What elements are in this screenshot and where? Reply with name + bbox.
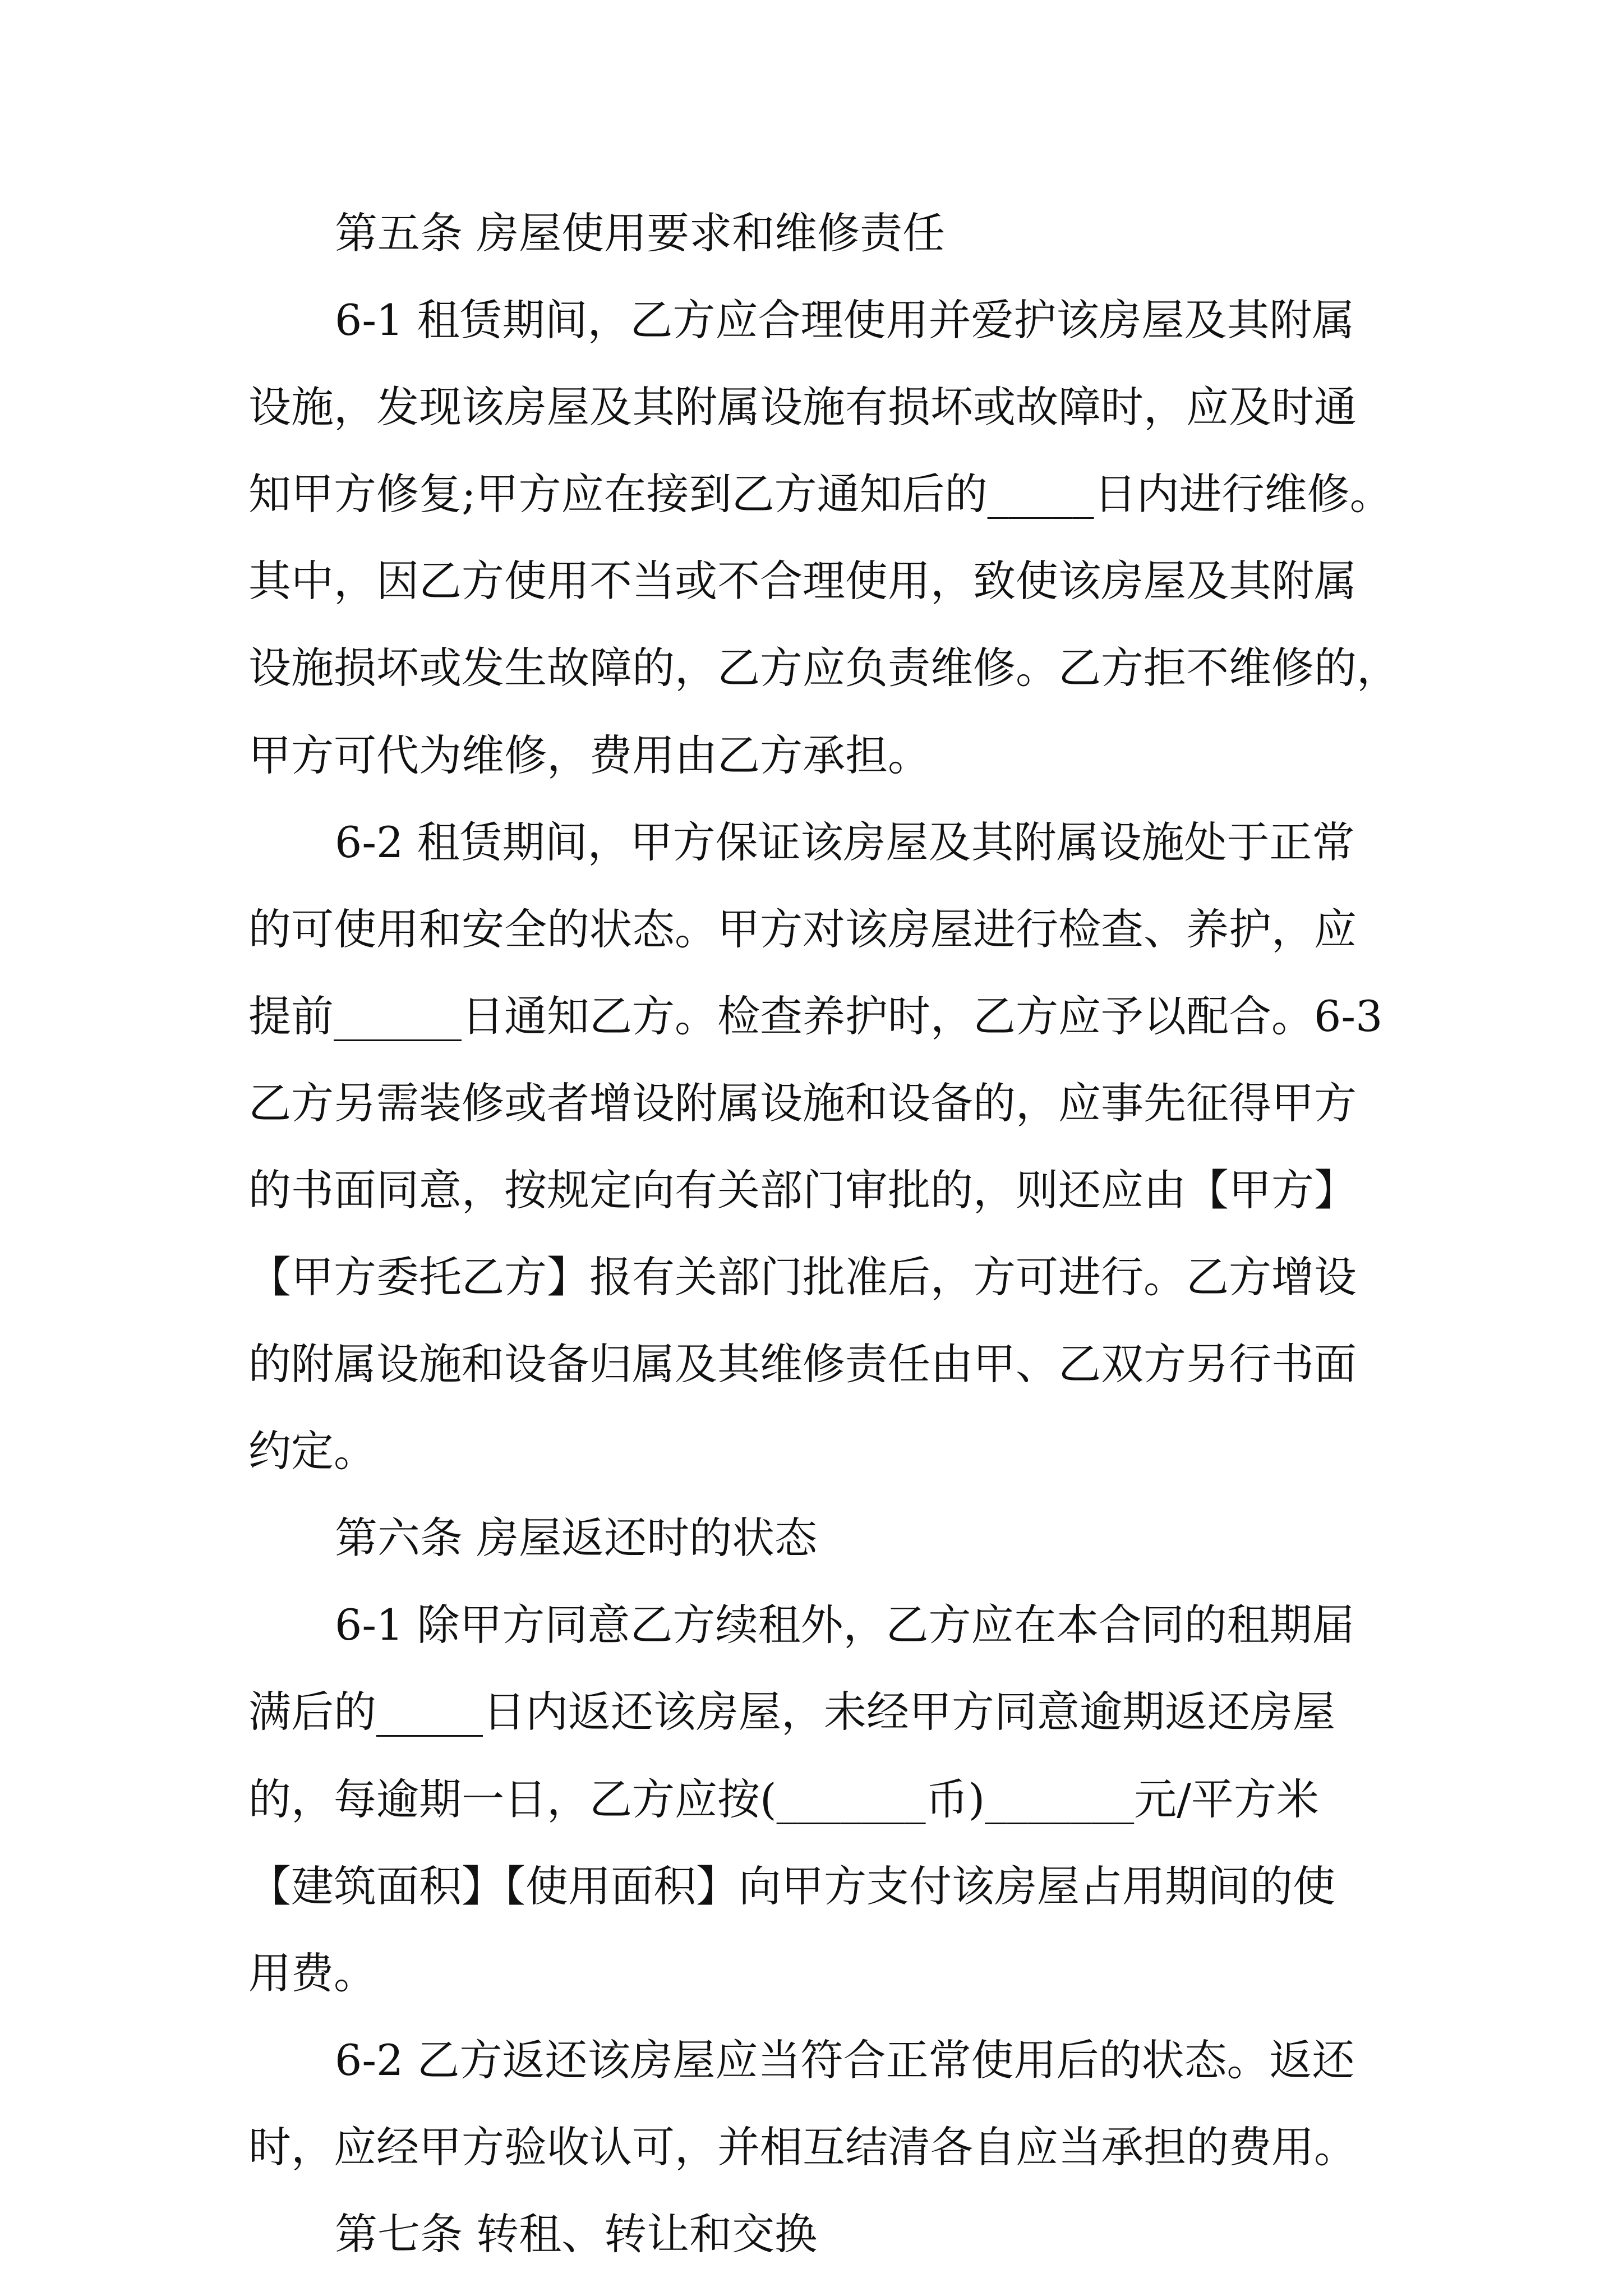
paragraph-line [0,1843,1623,1930]
heading-line [0,1494,1623,1581]
paragraph-text: 时，应经甲方验收认可，并相互结清各自应当承担的费用。 [248,2122,1357,2172]
paragraph-line [0,973,1623,1060]
paragraph-text: 【甲方委托乙方】报有关部门批准后，方可进行。乙方增设 [248,1252,1357,1302]
paragraph-text: 设施损坏或发生故障的，乙方应负责维修。乙方拒不维修的， [248,643,1399,693]
paragraph-text: 的，每逾期一日，乙方应按(_______币)_______元/平方米 [248,1774,1319,1824]
paragraph-line [0,2104,1623,2191]
paragraph-text: 其中，因乙方使用不当或不合理使用，致使该房屋及其附属 [248,556,1357,606]
heading-text: 第七条 转租、转让和交换 [335,2209,818,2259]
paragraph-text: 设施，发现该房屋及其附属设施有损坏或故障时，应及时通 [248,382,1357,432]
paragraph-line [0,1234,1623,1320]
paragraph-line [0,1320,1623,1407]
paragraph-line [0,624,1623,711]
paragraph-line [0,364,1623,450]
paragraph-text: 6-2 租赁期间，甲方保证该房屋及其附属设施处于正常 [335,817,1355,867]
paragraph-text: 提前______日通知乙方。检查养护时，乙方应予以配合。6-3 [248,991,1383,1041]
paragraph-text: 满后的_____日内返还该房屋，未经甲方同意逾期返还房屋 [248,1687,1335,1737]
paragraph-line [0,1668,1623,1755]
paragraph-text: 的书面同意，按规定向有关部门审批的，则还应由【甲方】 [248,1165,1357,1215]
paragraph-line [0,277,1623,364]
paragraph-line [0,2017,1623,2104]
paragraph-text: 用费。 [248,1948,376,1998]
paragraph-text: 甲方可代为维修，费用由乙方承担。 [248,730,930,780]
paragraph-text: 6-1 除甲方同意乙方续租外，乙方应在本合同的租期届 [335,1600,1355,1650]
paragraph-line [0,1060,1623,1147]
heading-line [0,190,1623,277]
paragraph-line [0,1581,1623,1668]
paragraph-line [0,450,1623,537]
paragraph-line [0,799,1623,886]
paragraph-text: 知甲方修复;甲方应在接到乙方通知后的_____日内进行维修。 [248,469,1393,519]
paragraph-text: 【建筑面积】【使用面积】向甲方支付该房屋占用期间的使 [248,1861,1335,1911]
heading-text: 第六条 房屋返还时的状态 [335,1513,818,1563]
paragraph-text: 约定。 [248,1426,376,1476]
paragraph-line [0,712,1623,799]
paragraph-text: 的可使用和安全的状态。甲方对该房屋进行检查、养护，应 [248,904,1357,954]
paragraph-text: 6-1 租赁期间，乙方应合理使用并爱护该房屋及其附属 [335,295,1355,345]
paragraph-line [0,1756,1623,1843]
paragraph-text: 的附属设施和设备归属及其维修责任由甲、乙双方另行书面 [248,1339,1357,1389]
paragraph-text: 6-2 乙方返还该房屋应当符合正常使用后的状态。返还 [335,2035,1355,2085]
paragraph-line [0,537,1623,624]
heading-line [0,2191,1623,2277]
paragraph-line [0,1930,1623,2017]
paragraph-line [0,886,1623,973]
paragraph-line [0,1407,1623,1494]
paragraph-text: 乙方另需装修或者增设附属设施和设备的，应事先征得甲方 [248,1078,1357,1128]
heading-text: 第五条 房屋使用要求和维修责任 [335,208,946,258]
paragraph-line [0,1147,1623,1234]
